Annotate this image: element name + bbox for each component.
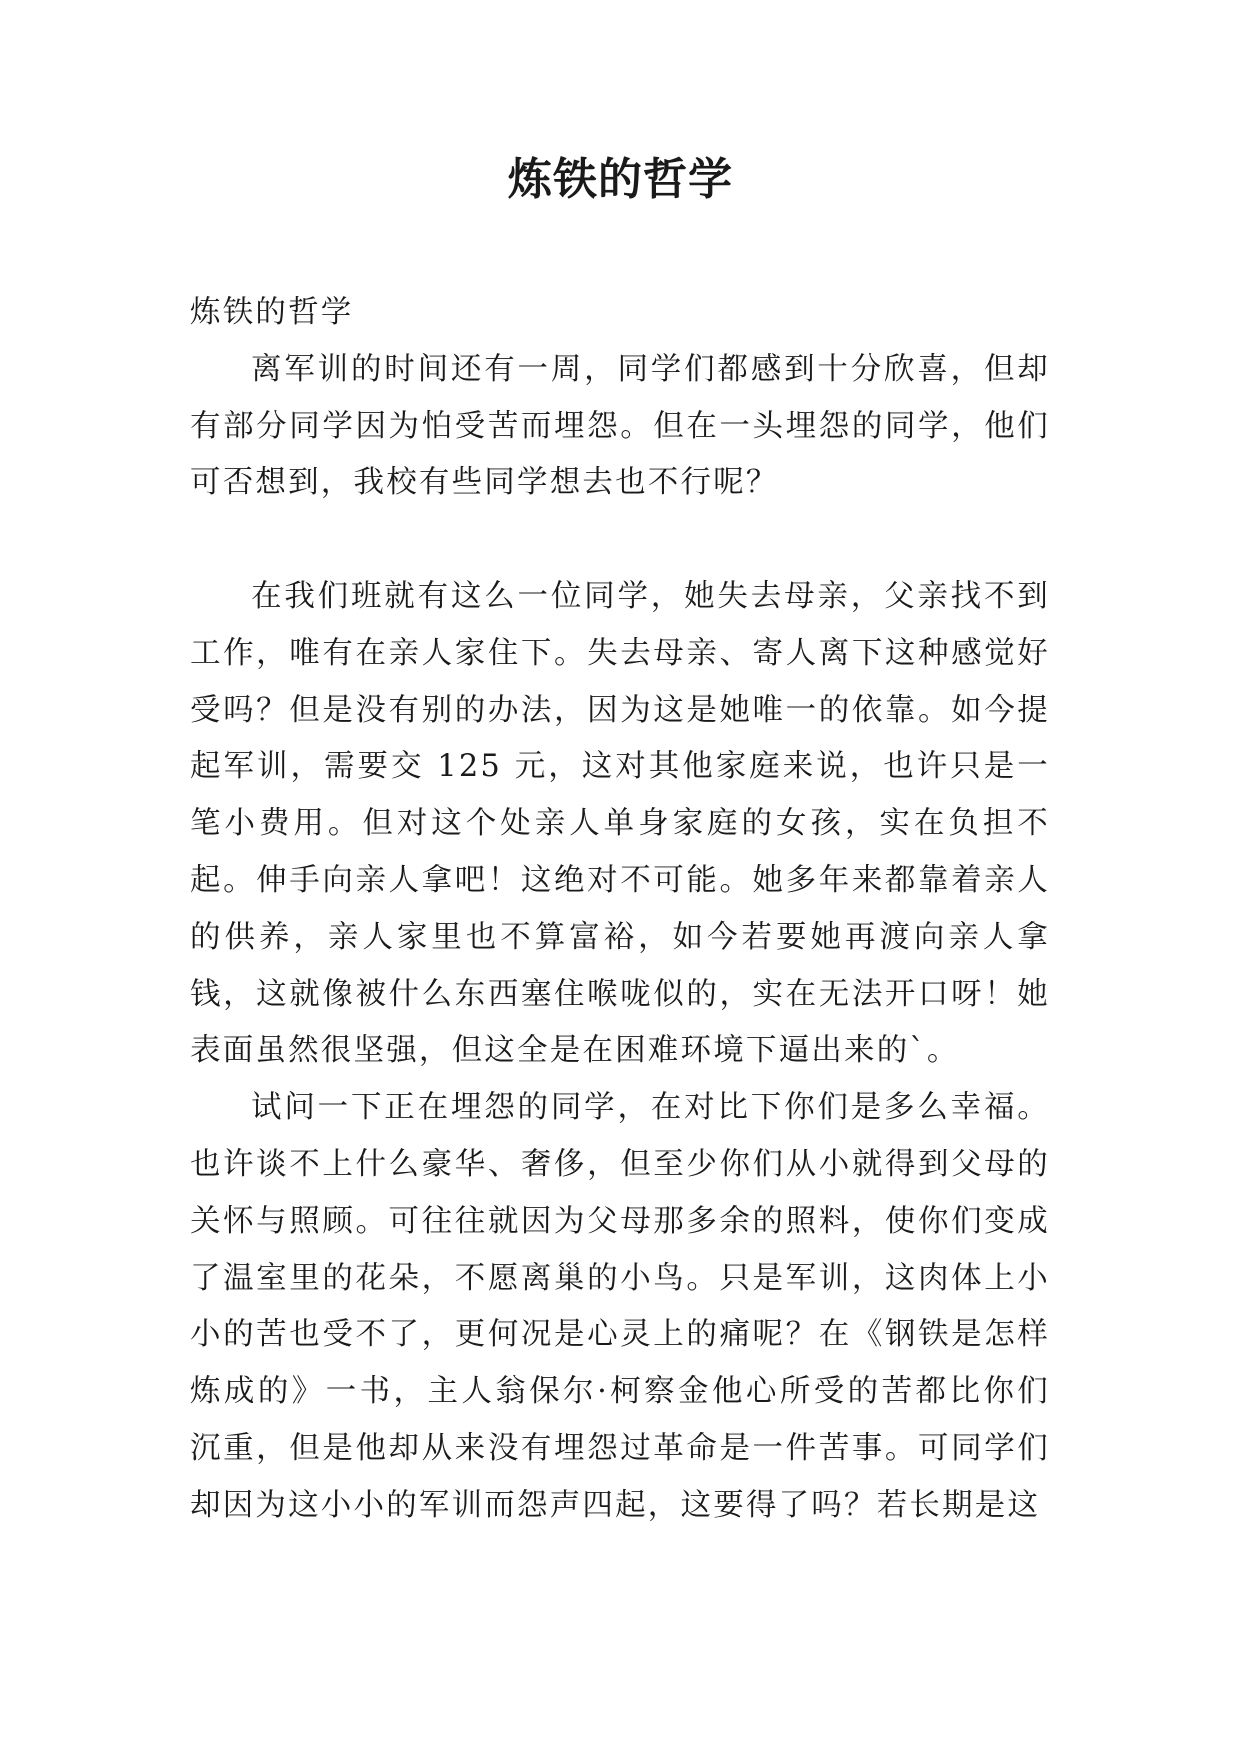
paragraph-3: 试问一下正在埋怨的同学，在对比下你们是多么幸福。也许谈不上什么豪华、奢侈，但至少你们从小就得到父母的关怀与照顾。可往往就因为父母那多余的照料，使你们变成了温室里的花朵，不愿离巢的小鸟。只是军训，这肉体上小小的苦也受不了，更何况是心灵上的痛呢？在《钢铁是怎样炼成的》一书，主人翁保尔·柯察金他心所受的苦都比你们沉重，但是他却从来没有埋怨过革命是一件苦事。可同学们却因为这小小的军训而怨声四起，这要得了吗？若长期是这	[190, 1090, 1050, 1523]
document-subtitle: 炼铁的哲学	[190, 295, 354, 330]
document-title: 炼铁的哲学	[508, 154, 733, 205]
paragraph-spacer	[190, 512, 1050, 569]
document-body	[190, 285, 1050, 1535]
paragraph-2: 在我们班就有这么一位同学，她失去母亲，父亲找不到工作，唯有在亲人家住下。失去母亲、寄人离下这种感觉好受吗？但是没有别的办法，因为这是她唯一的依靠。如今提起军训，需要交 125 元，这对其他家庭来说，也许只是一笔小费用。但对这个处亲人单身家庭的女孩，实在负担不起。伸手向亲人拿吧！这绝对不可能。她多年来都靠着亲人的供养，亲人家里也不算富裕，如今若要她再渡向亲人拿钱，这就像被什么东西塞住喉咙似的，实在无法开口呀！她表面虽然很坚强，但这全是在困难环境下逼出来的`。	[190, 578, 1050, 1069]
paragraph-1: 离军训的时间还有一周，同学们都感到十分欣喜，但却有部分同学因为怕受苦而埋怨。但在一头埋怨的同学，他们可否想到，我校有些同学想去也不行呢？	[190, 351, 1050, 501]
